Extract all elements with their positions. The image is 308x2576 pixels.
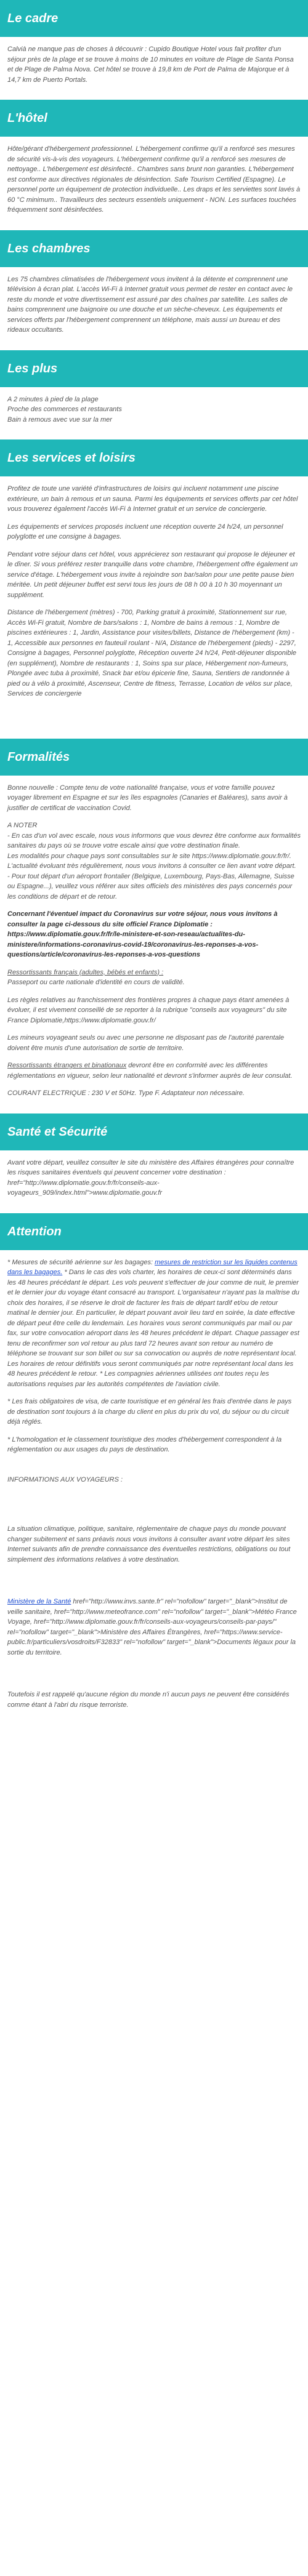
note-line: - Pour tout départ d'un aéroport frontalier (Belgique, Luxembourg, Pays-Bas, Allemagne, Suisse ou Espagne...), veuillez vous référer aux sites officiels des ministères des pays concernés pour les conditions de départ et de retour.	[7, 872, 294, 901]
note-line: - En cas d'un vol avec escale, nous vous informons que vous devrez être conforme aux formalités sanitaires du pays où se trouve votre escale ainsi que votre destination finale.	[7, 832, 301, 849]
section-body-cadre	[0, 44, 308, 100]
hotel-paragraph: Hôte/gérant d'hébergement professionnel. L'hébergement confirme qu'il a renforcé ses mesures de sécurité vis-à-vis des voyageurs. L'hébergement confirme qu'il a renforcé ses mesures de nettoyage.. L'hébergement est désinfecté.. Chambres sans brunt non garanties. L'hébergement est conforme aux directives régionales de désinfection. Safe Tourism Certified (Espagne). Le personnel porte un équipement de protection individuelle.. Les draps et les serviettes sont lavés à 60 °C minimum.. Travailleurs des secteurs essentiels uniquement - NON. Les surfaces touchées fréquemment sont désinfectées.	[7, 145, 301, 214]
section-header-services	[0, 439, 308, 476]
french-nationals-block	[7, 968, 301, 988]
highlight-item: A 2 minutes à pied de la plage	[7, 395, 99, 403]
section-body-sante	[0, 1158, 308, 1213]
highlights-list	[7, 395, 301, 425]
liquids-restriction-link[interactable]: mesures de restriction sur les liquides contenus dans les bagages.	[7, 1258, 298, 1276]
section-title: Le cadre	[7, 12, 59, 25]
foreign-nationals-heading: Ressortissants étrangers et binationaux	[7, 1062, 127, 1069]
chambres-paragraph: Les 75 chambres climatisées de l'hébergement vous invitent à la détente et comprennent une télévision à écran plat. L'accès Wi-Fi à Internet gratuit vous permet de rester en contact avec le reste du monde et votre divertissement est assuré par des chaînes par satellite. Les salles de bains comprennent une baignoire ou une douche et un sèche-cheveux. Les équipements et services offerts par l'hébergement comprennent un téléphone, mais aussi un bureau et des rideaux occultants.	[7, 275, 293, 334]
section-header-chambres	[0, 230, 308, 267]
infos-paragraph: La situation climatique, politique, sanitaire, réglementaire de chaque pays du monde pouvant changer subitement et sans préavis nous vous invitons à consulter avant votre départ les sites Internet suivants afin de prendre connaissance des éventuelles restrictions, obligations ou tout simplement des informations relatives à votre destination.	[7, 1525, 291, 1563]
ministere-sante-link[interactable]: Ministère de la Santé	[7, 1598, 71, 1605]
section-body-chambres	[0, 275, 308, 350]
section-header-plus	[0, 350, 308, 387]
section-header-formalites	[0, 739, 308, 776]
section-title: Les chambres	[7, 241, 91, 255]
foreign-nationals-text: devront être en conformité avec les différentes réglementations en vigueur, selon leur nationalité et devront s'informer auprès de leur consulat.	[7, 1062, 293, 1080]
highlight-item: Bain à remous avec vue sur la mer	[7, 415, 112, 423]
section-body-hotel	[0, 144, 308, 230]
section-title: Formalités	[7, 750, 70, 764]
attention-text: * Dans le cas des vols charter, les horaires de ceux-ci sont déterminés dans les 48 heures précédant le départ. Les vols peuvent s'effectuer de jour comme de nuit, le premier et le dernier jour du voyage étant consacré au transport. L'organisateur n'ayant pas la maîtrise du choix des horaires, il se réserve le droit de facturer les frais de départ tardif et/ou de retour matinal le dernier jour. En particulier, le départ pouvant avoir lieu tard en soirée, la date effective de départ peut être celle du lendemain. Les horaires vous seront communiqués par mail ou par fax, sur votre convocation aéroport dans les 48 heures précédent le départ. Chaque passager est tenu de reconfirmer son vol retour au plus tard 72 heures avant son retour au numéro de téléphone se trouvant sur son billet ou sur sa convocation ou auprès de notre représentant local. Les horaires de retour définitifs vous seront communiqués par notre représentant local dans les 48 heures précédent le retour. * Les compagnies aériennes utilisées ont toutes reçu les autorisations requises par les autorités compétentes de l'aviation civile.	[7, 1269, 299, 1388]
electric-current-info: COURANT ELECTRIQUE : 230 V et 50Hz. Type F. Adaptateur non nécessaire.	[7, 1089, 245, 1097]
section-header-cadre	[0, 0, 308, 37]
services-paragraph: Pendant votre séjour dans cet hôtel, vous apprécierez son restaurant qui propose le déjeuner et le dîner. Si vous préférez rester tranquille dans votre chambre, l'hébergement offre également un service d'étage. L'hébergement vous invite à rejoindre son bar/salon pour une petite pause bien méritée. Un petit déjeuner buffet est servi tous les jours de 08 h 00 à 10 h 30 moyennant un supplément.	[7, 550, 298, 599]
note-line: Les modalités pour chaque pays sont consultables sur le site https://www.diplomatie.gouv.fr/fr/. L'actualité évoluant très régulièrement, nous vous invitons à consulter ce lien avant votre départ.	[7, 852, 296, 870]
formalites-paragraph: Les règles relatives au franchissement des frontières propres à chaque pays étant amenées à évoluer, il est vivement conseillé de se reporter à la rubrique "conseils aux voyageurs" du site France Diplomatie,https://www.diplomatie.gouv.fr/	[7, 996, 290, 1024]
section-title: Les services et loisirs	[7, 451, 136, 465]
section-body-attention	[0, 1258, 308, 1470]
formalites-paragraph: Bonne nouvelle : Compte tenu de votre nationalité française, vous et votre famille pouvez voyager librement en Espagne et sur les îles espagnoles (Canaries et Baléares), sans avoir à justifier de certificat de vaccination Covid.	[7, 784, 288, 812]
coronavirus-notice	[7, 909, 301, 960]
section-title: Les plus	[7, 361, 58, 375]
section-header-hotel	[0, 100, 308, 137]
note-block	[7, 821, 301, 902]
infos-links-text: href="http://www.invs.sante.fr" rel="nofollow" target="_blank">Institut de veille sanitaire, href="http://www.meteofrance.com" rel="nofollow" target="_blank">Météo France Voyage, href="http://www.diplomatie.gouv.fr/fr/conseils-aux-voyageurs/conseils-par-pays/" rel="nofollow" target="_blank">Ministère des Affaires Étrangères, href="https://www.service-public.fr/particuliers/vosdroits/F32833" rel="nofollow" target="_blank">Documents légaux pour la sortie du territoire.	[7, 1598, 297, 1656]
infos-heading: INFORMATIONS AUX VOYAGEURS :	[7, 1475, 123, 1483]
section-header-attention	[0, 1213, 308, 1250]
section-header-sante	[0, 1113, 308, 1150]
infos-links-paragraph	[7, 1597, 301, 1658]
infos-terror-note: Toutefois il est rappelé qu'aucune région du monde n'i aucun pays ne peuvent être considérés comme étant à l'abri du risque terroriste.	[7, 1691, 290, 1709]
attention-paragraph: * Les frais obligatoires de visa, de carte touristique et en général les frais d'entrée dans le pays de destination sont toujours à la charge du client en plus du prix du vol, du séjour ou du circuit déjà réglés.	[7, 1398, 292, 1426]
section-title: Attention	[7, 1224, 62, 1238]
spacer	[7, 1492, 301, 1524]
sante-paragraph: Avant votre départ, veuillez consulter le site du ministère des Affaires étrangères pour connaître les risques sanitaires éventuels qui peuvent concerner votre destination : href="http://www.diplomatie.gouv.fr/fr/conseils-aux-voyageurs_909/index.html">www.diplomatie.gouv.fr	[7, 1158, 294, 1197]
amenities-paragraph: Distance de l'hébergement (mètres) - 700, Parking gratuit à proximité, Stationnement sur rue, Accès Wi-Fi gratuit, Nombre de bars/salons : 1, Nombre de bains à remous : 1, Nombre de piscines extérieures : 1, Jardin, Assistance pour visites/billets, Distance de l'hébergement (km) - 1, Accessible aux personnes en fauteuil roulant - N/A, Distance de l'hébergement (pieds) - 2297, Consigne à bagages, Personnel polyglotte, Réception ouverte 24 h/24, Petit-déjeuner disponible (en supplément), Nombre de restaurants : 1, Soins spa sur place, Hébergement non-fumeurs, Plongée avec tuba à proximité, Snack bar et/ou épicerie fine, Sauna, Sentiers de randonnée à pied ou à vélo à proximité, Ascenseur, Centre de fitness, Terrasse, Location de vélos sur place, Services de conciergerie	[7, 609, 297, 697]
section-body-infos	[0, 1475, 308, 1725]
spacer	[7, 1572, 301, 1597]
section-title: Santé et Sécurité	[7, 1125, 108, 1139]
attention-text: * Mesures de sécurité aérienne sur les bagages:	[7, 1258, 155, 1266]
note-title: A NOTER	[7, 822, 38, 829]
formalites-paragraph: Les mineurs voyageant seuls ou avec une personne ne disposant pas de l'autorité parentale doivent être munis d'une autorisation de sortie de territoire.	[7, 1034, 285, 1052]
coronavirus-notice-text: Concernant l'éventuel impact du Coronavirus sur votre séjour, nous vous invitons à consulter la page ci-dessous du site officiel France Diplomatie : https://www.diplomatie.gouv.fr/fr/le-ministere-et-son-reseau/actualites-du-ministere/informations-coronavirus-covid-19/coronavirus-les-reponses-a-vos-questions/article/coronavirus-les-reponses-a-vos-questions	[7, 910, 278, 958]
section-body-formalites	[0, 783, 308, 1113]
services-paragraph: Les équipements et services proposés incluent une réception ouverte 24 h/24, un personnel polyglotte et une consigne à bagages.	[7, 523, 283, 540]
attention-paragraph	[7, 1258, 301, 1390]
cadre-paragraph: Calvià ne manque pas de choses à découvrir : Cupido Boutique Hotel vous fait profiter d'un séjour près de la plage et se trouve à moins de 10 minutes en voiture de Plage de Santa Ponsa et de Plage de Palma Nova. Cet hôtel se trouve à 19,8 km de Port de Palma de Majorque et à 14,7 km de Puerto Portals.	[7, 46, 294, 84]
attention-paragraph: * L'homologation et le classement touristique des modes d'hébergement correspondent à la réglementation ou aux usages du pays de destination.	[7, 1435, 282, 1453]
section-body-plus	[0, 395, 308, 440]
section-title: L'hôtel	[7, 111, 47, 125]
services-paragraph: Profitez de toute une variété d'infrastructures de loisirs qui incluent notamment une piscine extérieure, un bain à remous et un sauna. Parmi les équipements et services offerts par cet hôtel vous trouverez également l'accès Wi-Fi à Internet gratuit et un service de conciergerie.	[7, 485, 298, 513]
french-nationals-text: Passeport ou carte nationale d'identité en cours de validité.	[7, 979, 185, 986]
foreign-nationals-block	[7, 1061, 301, 1081]
spacer	[0, 714, 308, 739]
section-body-services	[0, 484, 308, 714]
highlight-item: Proche des commerces et restaurants	[7, 406, 122, 413]
french-nationals-heading: Ressortissants français (adultes, bébés et enfants) :	[7, 968, 164, 976]
spacer	[0, 1470, 308, 1475]
spacer	[7, 1665, 301, 1690]
